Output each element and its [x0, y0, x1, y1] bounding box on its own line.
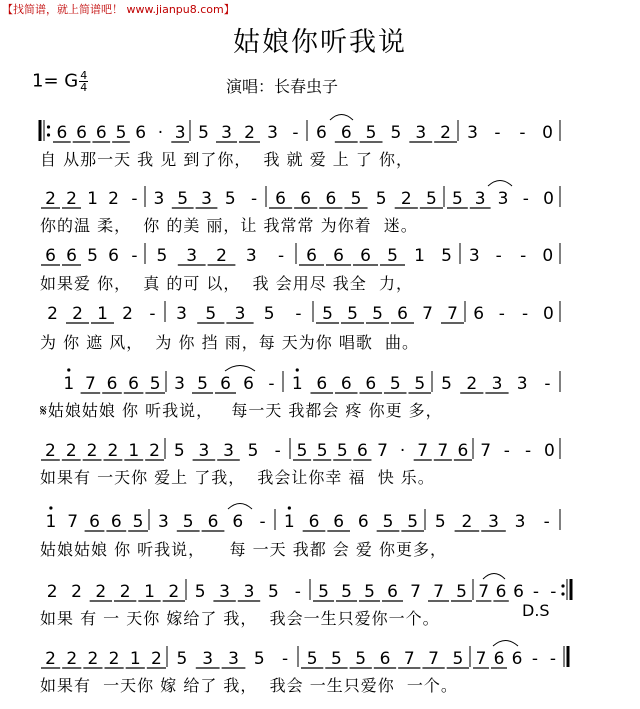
note: 6 — [135, 123, 147, 143]
note: 7 — [67, 512, 79, 532]
note: - — [531, 649, 539, 669]
note: 6 — [45, 246, 56, 266]
note: 7 — [410, 582, 421, 602]
score-row — [63, 368, 560, 394]
time-beats: 4 — [80, 69, 88, 82]
note: 5 — [441, 246, 452, 266]
note: 6 — [457, 441, 469, 461]
note: 6 — [473, 304, 485, 324]
lyric-line — [40, 330, 419, 353]
note: 2 — [87, 649, 99, 669]
note: 5 — [263, 304, 275, 324]
lyric-line — [40, 398, 443, 421]
note: 5 — [375, 189, 387, 209]
note: 2 — [65, 441, 77, 461]
note: - — [494, 123, 501, 143]
note: - — [251, 189, 258, 209]
note: - — [282, 649, 289, 669]
note: 3 — [223, 441, 234, 461]
note: 1 — [291, 374, 303, 394]
note: 5 — [176, 649, 188, 669]
lyric-text: 自 从那一天 我 见 到了你， 我 就 爱 上 了 你， — [40, 150, 413, 169]
lyric-line — [40, 271, 413, 294]
note: 5 — [389, 374, 401, 394]
score-row — [47, 301, 560, 324]
lyric-text: 如果有 一天你 爱上 了我， 我会让你幸 福 快 乐。 — [40, 468, 435, 487]
note: - — [131, 189, 138, 209]
note: 6 — [108, 246, 119, 266]
note: 6 — [243, 374, 254, 394]
note: 6 — [365, 374, 377, 394]
note: 3 — [267, 123, 278, 143]
note: - — [498, 304, 505, 324]
note: 2 — [66, 189, 77, 209]
note: 3 — [514, 512, 526, 532]
note: 2 — [45, 441, 56, 461]
note: - — [274, 441, 281, 461]
note: 5 — [177, 189, 189, 209]
score-row — [41, 438, 560, 461]
note: 5 — [149, 374, 161, 394]
repeat-dot — [561, 592, 564, 595]
octave-dot — [296, 368, 299, 371]
note: 1 — [128, 441, 140, 461]
note: 5 — [407, 512, 419, 532]
note: 2 — [461, 512, 473, 532]
note: 5 — [306, 649, 318, 669]
note: 5 — [322, 304, 333, 324]
note: 7 — [475, 649, 487, 669]
note: - — [520, 246, 527, 266]
note: 6 — [316, 374, 328, 394]
note: - — [295, 304, 302, 324]
repeat-dot — [561, 584, 564, 587]
score-row — [47, 579, 571, 602]
note: 0 — [542, 304, 554, 324]
note: 5 — [364, 582, 375, 602]
note: 3 — [219, 582, 231, 602]
note: 5 — [382, 512, 394, 532]
note: - — [522, 304, 529, 324]
note: 2 — [46, 582, 58, 602]
note: 6 — [220, 374, 231, 394]
note: 7 — [84, 374, 96, 394]
note: 6 — [340, 374, 352, 394]
slur-arc — [330, 115, 353, 121]
note: 2 — [244, 123, 255, 143]
note: 2 — [72, 304, 83, 324]
note: 7 — [437, 441, 449, 461]
lyric-line — [40, 537, 447, 560]
note: 6 — [333, 512, 345, 532]
note: 6 — [325, 189, 337, 209]
note: 3 — [228, 649, 239, 669]
note: 2 — [466, 374, 478, 394]
note: 2 — [122, 304, 133, 324]
note: - — [131, 246, 138, 266]
note: 6 — [128, 374, 140, 394]
note: 2 — [119, 582, 131, 602]
note: 5 — [451, 189, 463, 209]
slur-arc — [483, 574, 505, 580]
note: 6 — [493, 649, 505, 669]
lyric-text: 你的温 柔， 你 的美 丽，让 我常常 为你着 迷。 — [40, 216, 418, 235]
note: 3 — [202, 649, 214, 669]
score-row — [41, 186, 560, 209]
note: 3 — [488, 512, 499, 532]
note: 6 — [397, 304, 408, 324]
note: 5 — [426, 189, 437, 209]
note: 5 — [341, 582, 352, 602]
note: 5 — [350, 189, 362, 209]
lyric-line — [40, 673, 458, 696]
note: - — [532, 582, 539, 602]
note: · — [399, 441, 406, 461]
note: 6 — [316, 123, 327, 143]
note: - — [544, 374, 551, 394]
note: 5 — [347, 304, 358, 324]
note: 6 — [357, 512, 369, 532]
lyric-line — [40, 147, 413, 170]
note: 6 — [360, 246, 371, 266]
note: 1 — [144, 582, 155, 602]
score-row — [41, 243, 560, 266]
note: 7 — [377, 441, 388, 461]
note: 2 — [149, 441, 160, 461]
note: 6 — [308, 512, 320, 532]
note: 3 — [157, 512, 169, 532]
note: 3 — [153, 189, 165, 209]
note: 3 — [516, 374, 528, 394]
note: 3 — [491, 374, 503, 394]
note: 3 — [176, 304, 188, 324]
note: - — [522, 189, 529, 209]
page-title: 姑娘你听我说 — [233, 27, 407, 58]
note: 5 — [224, 189, 236, 209]
note: 3 — [245, 246, 257, 266]
note: 1 — [129, 649, 141, 669]
lyric-text: 姑娘姑娘 你 听我说， 每一天 我都会 疼 你更 多， — [47, 401, 443, 420]
note: 5 — [331, 649, 342, 669]
lyric-text: 为 你 遮 风， 为 你 挡 雨，每 天为你 唱歌 曲。 — [40, 333, 420, 352]
note: - — [525, 441, 532, 461]
note: 5 — [318, 582, 329, 602]
lyric-text: 如果爱 你， 真 的可 以， 我 会用尽 我全 力， — [40, 274, 413, 293]
note: 7 — [403, 649, 415, 669]
singer-credit: 演唱：长春虫子 — [226, 77, 339, 96]
note: - — [495, 246, 502, 266]
lyric-text: 姑娘姑娘 你 听我说， 每 一天 我都 会 爱 你更多， — [40, 540, 447, 559]
note: 2 — [168, 582, 180, 602]
note: 5 — [387, 246, 398, 266]
score-row — [45, 506, 560, 532]
note: 1 — [63, 374, 75, 394]
note: 3 — [174, 123, 186, 143]
note: 5 — [355, 649, 367, 669]
note: 5 — [253, 649, 265, 669]
note: 7 — [417, 441, 429, 461]
lyric-text: 如果有 一天你 嫁 给了 我， 我会 一生只爱你 一个。 — [40, 676, 458, 695]
note: 5 — [365, 123, 377, 143]
note: 6 — [495, 582, 507, 602]
note: 2 — [400, 189, 412, 209]
note: 2 — [95, 582, 107, 602]
note: 6 — [511, 649, 523, 669]
lyric-text: 如果 有 一 天你 嫁给了 我， 我会一生只爱你一个。 — [40, 609, 440, 628]
score-row — [41, 646, 568, 669]
note: - — [543, 512, 550, 532]
octave-dot — [49, 506, 52, 509]
note: 2 — [151, 649, 162, 669]
note: 3 — [201, 189, 212, 209]
slur-arc — [225, 366, 255, 372]
note: 5 — [115, 123, 127, 143]
note: 2 — [71, 582, 82, 602]
note: 7 — [433, 582, 444, 602]
note: - — [268, 374, 275, 394]
note: 3 — [497, 189, 509, 209]
note: 3 — [221, 123, 232, 143]
note: 7 — [480, 441, 492, 461]
note: 0 — [542, 246, 554, 266]
note: 3 — [186, 246, 198, 266]
note: 6 — [340, 123, 352, 143]
note: - — [503, 441, 510, 461]
octave-dot — [288, 506, 291, 509]
note: 1 — [414, 246, 425, 266]
note: 6 — [513, 582, 524, 602]
note: 2 — [45, 189, 56, 209]
note: 6 — [275, 189, 286, 209]
note: - — [550, 582, 557, 602]
note: 5 — [434, 512, 446, 532]
note: · — [157, 123, 164, 143]
note: 2 — [107, 441, 119, 461]
note: 2 — [45, 649, 56, 669]
note: 0 — [542, 123, 553, 143]
note: 5 — [267, 582, 279, 602]
note: 5 — [182, 512, 194, 532]
note: 5 — [414, 374, 426, 394]
key-label: 1= G — [32, 70, 79, 92]
note: 0 — [543, 189, 555, 209]
repeat-dot — [47, 125, 50, 128]
note: 5 — [296, 441, 308, 461]
note: 2 — [47, 304, 58, 324]
note: 3 — [468, 246, 480, 266]
note: 5 — [441, 374, 453, 394]
note: 2 — [66, 649, 78, 669]
site-banner[interactable]: 【找简谱，就上简谱吧！ www.jianpu8.com】 — [2, 3, 235, 16]
note: 2 — [108, 649, 120, 669]
note: 1 — [283, 512, 295, 532]
note: - — [259, 512, 266, 532]
note: 5 — [197, 374, 208, 394]
note: 2 — [108, 189, 119, 209]
note: 5 — [452, 649, 464, 669]
note: 5 — [316, 441, 328, 461]
repeat-dot — [47, 133, 50, 136]
note: 3 — [467, 123, 478, 143]
note: 6 — [306, 246, 317, 266]
note: - — [149, 304, 156, 324]
note: 6 — [95, 123, 107, 143]
note: 5 — [247, 441, 259, 461]
note: 3 — [234, 304, 246, 324]
segno-icon: 𝄋 — [40, 401, 48, 420]
slur-arc — [493, 641, 518, 647]
note: 1 — [87, 189, 98, 209]
note: 0 — [543, 441, 555, 461]
note: 6 — [207, 512, 219, 532]
note: 5 — [456, 582, 467, 602]
note: 3 — [174, 374, 185, 394]
note: - — [549, 649, 557, 669]
slur-arc — [228, 504, 252, 510]
note: - — [519, 123, 526, 143]
note: 6 — [76, 123, 87, 143]
note: 6 — [106, 374, 118, 394]
note: 6 — [333, 246, 344, 266]
note: 5 — [372, 304, 383, 324]
note: 5 — [156, 246, 168, 266]
note: 6 — [110, 512, 122, 532]
note: - — [294, 582, 301, 602]
score-row — [40, 120, 560, 143]
note: 6 — [387, 582, 398, 602]
note: 2 — [440, 123, 451, 143]
note: 5 — [390, 123, 402, 143]
note: 6 — [89, 512, 100, 532]
lyric-line — [40, 465, 435, 488]
note: 6 — [66, 246, 77, 266]
note: 2 — [86, 441, 98, 461]
ds-mark: D.S — [522, 601, 550, 620]
note: 1 — [45, 512, 57, 532]
note: 2 — [216, 246, 227, 266]
note: 5 — [194, 582, 206, 602]
octave-dot — [67, 368, 70, 371]
note: 5 — [173, 441, 185, 461]
note: 7 — [422, 304, 433, 324]
note: 7 — [428, 649, 439, 669]
note: - — [278, 246, 285, 266]
note: 6 — [300, 189, 312, 209]
note: 7 — [447, 304, 458, 324]
lyric-line — [40, 606, 440, 629]
note: 3 — [198, 441, 210, 461]
note: 5 — [132, 512, 144, 532]
note: 7 — [478, 582, 490, 602]
note: 6 — [56, 123, 68, 143]
note: 6 — [356, 441, 368, 461]
note: - — [292, 123, 299, 143]
note: 5 — [336, 441, 348, 461]
note: 6 — [379, 649, 391, 669]
note: 5 — [205, 304, 217, 324]
note: 3 — [243, 582, 255, 602]
note: 5 — [198, 123, 209, 143]
note: 6 — [232, 512, 244, 532]
lyric-line — [40, 213, 418, 236]
slur-arc — [488, 181, 512, 187]
time-unit: 4 — [80, 81, 88, 94]
note: 3 — [474, 189, 486, 209]
note: 5 — [87, 246, 98, 266]
note: 1 — [97, 304, 108, 324]
note: 3 — [415, 123, 427, 143]
